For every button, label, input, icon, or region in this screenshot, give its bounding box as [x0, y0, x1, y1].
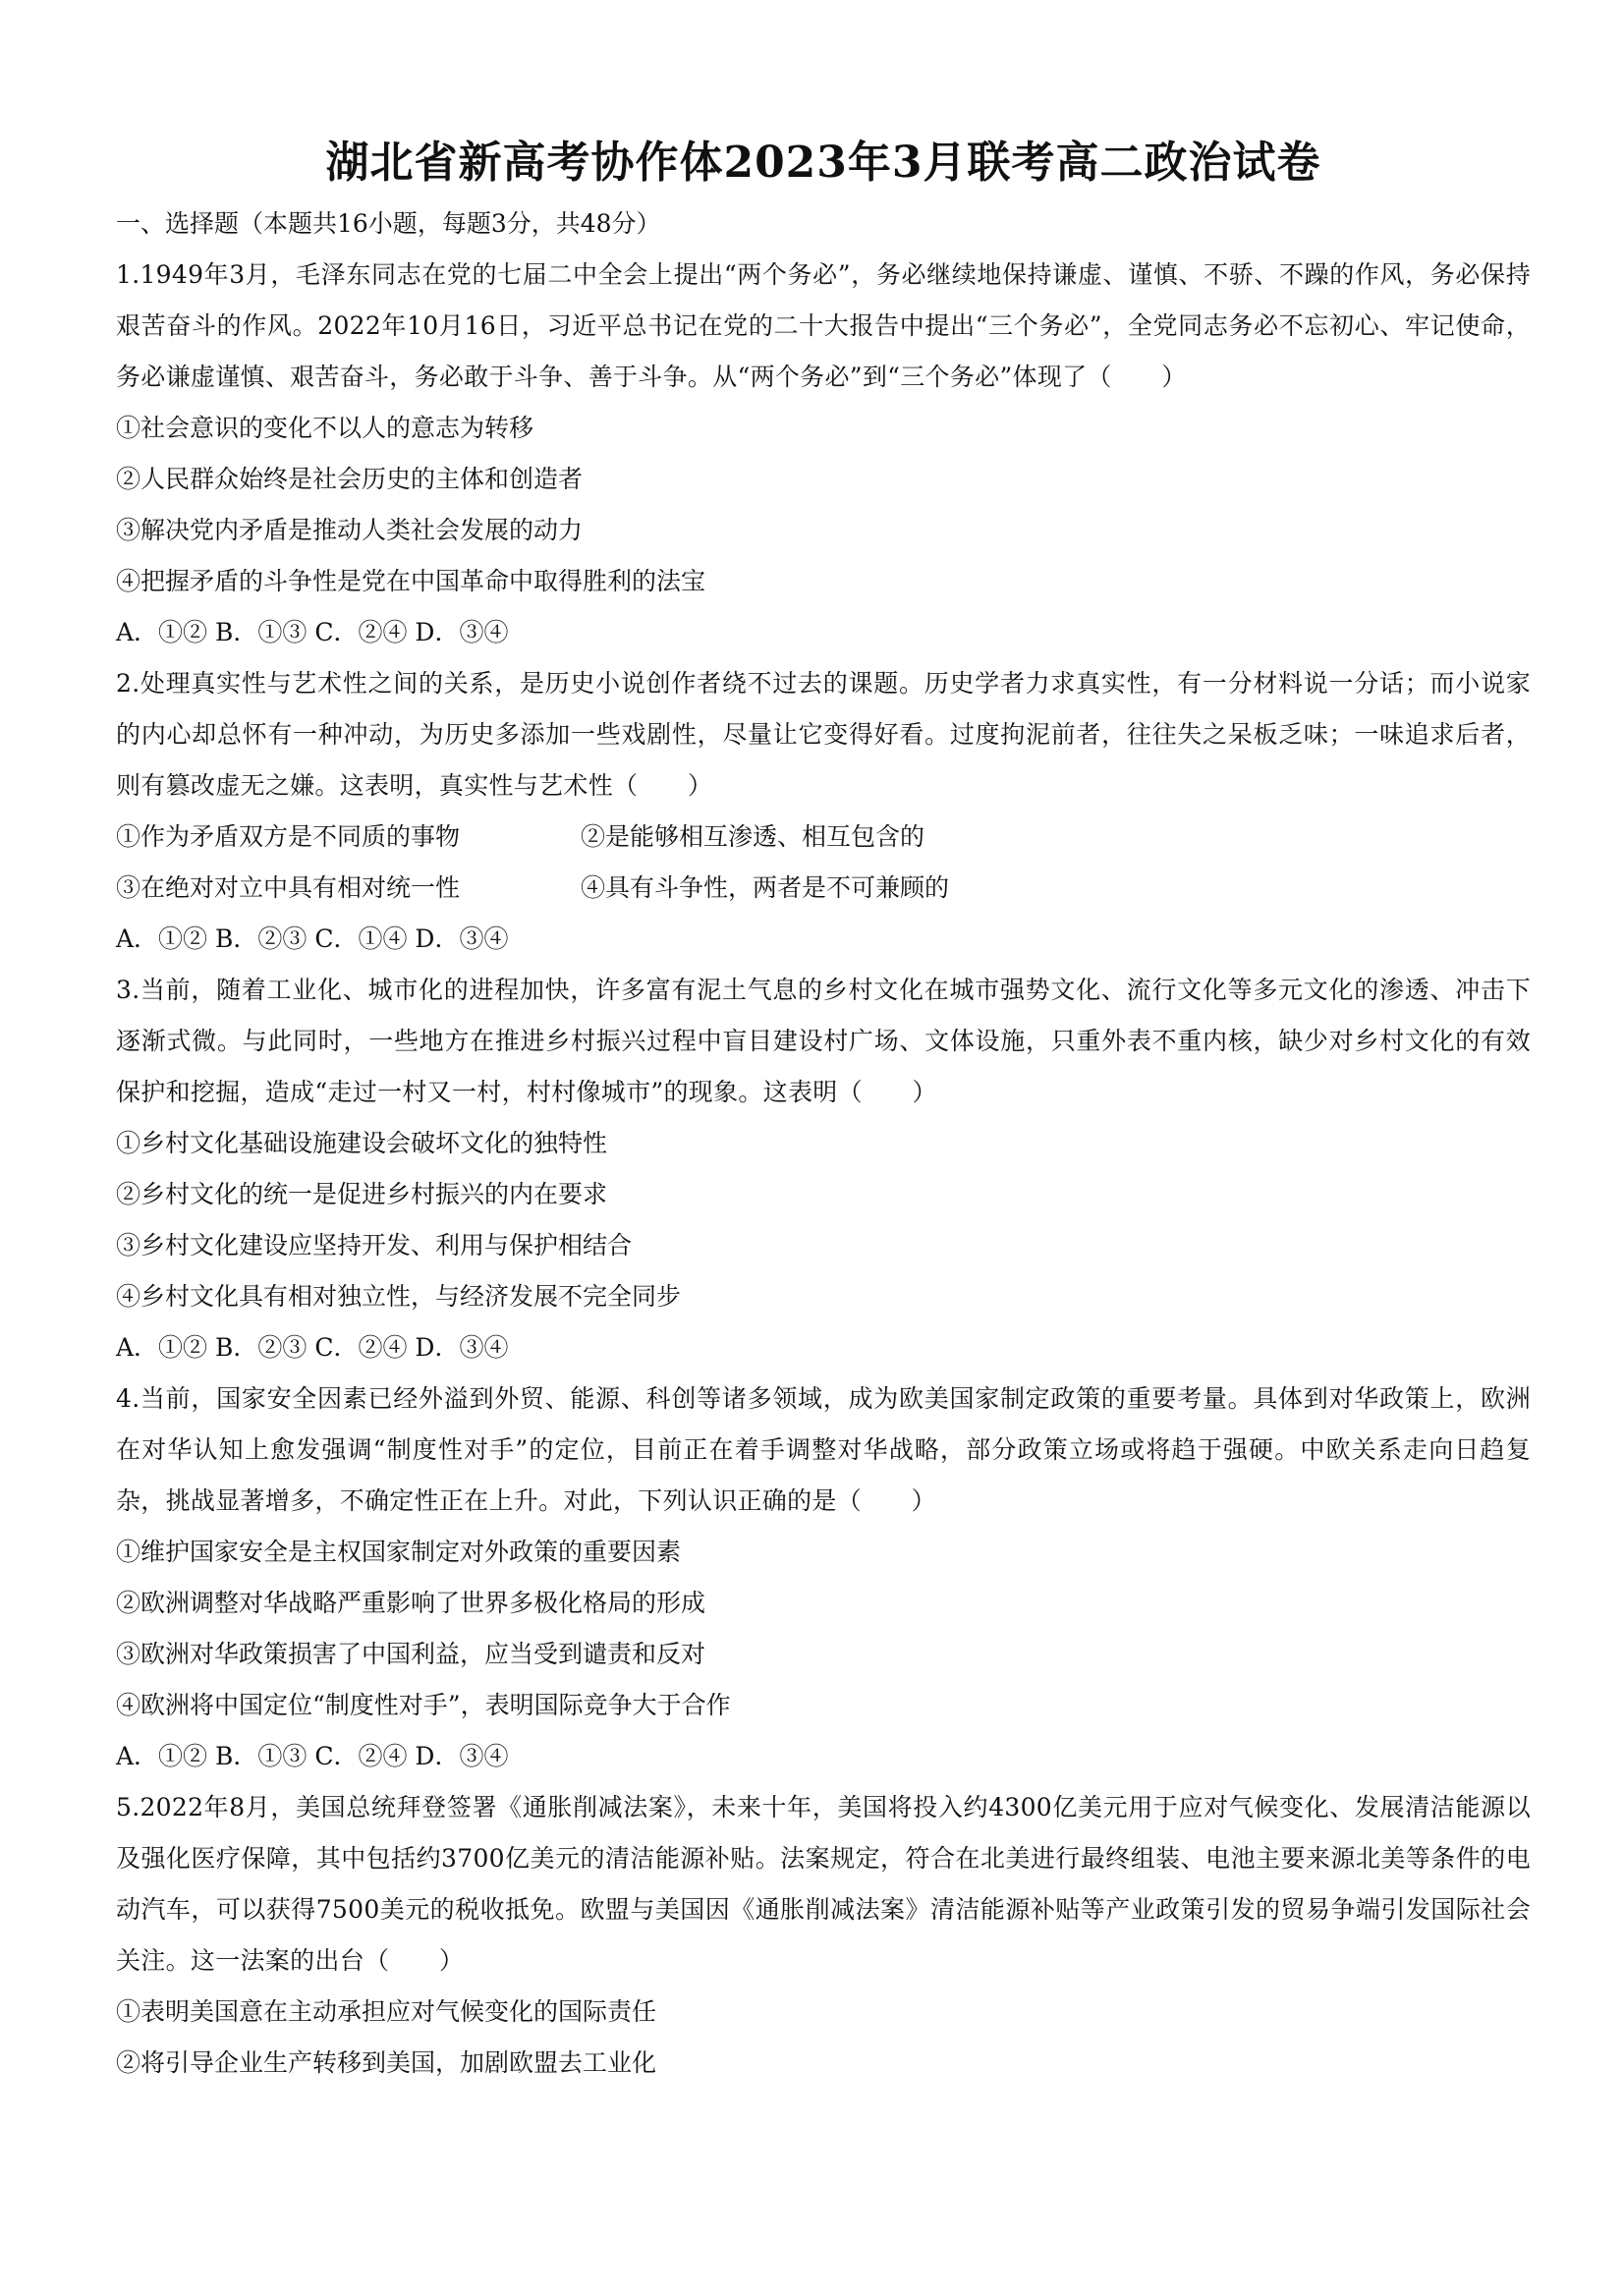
exam-title: 湖北省新高考协作体2023年3月联考高二政治试卷: [325, 138, 1321, 188]
option-4: ④具有斗争性，两者是不可兼顾的: [581, 873, 950, 902]
question-2: [116, 658, 1531, 965]
option-1: ①维护国家安全是主权国家制定对外政策的重要因素: [116, 1538, 682, 1566]
option-4: ④把握矛盾的斗争性是党在中国革命中取得胜利的法宝: [116, 567, 706, 595]
option-2: ②欧洲调整对华战略严重影响了世界多极化格局的形成: [116, 1589, 706, 1617]
option-1: ①表明美国意在主动承担应对气候变化的国际责任: [116, 1997, 657, 2026]
question-stem: 1.1949年3月，毛泽东同志在党的七届二中全会上提出“两个务必”，务必继续地保持谦虚、谨慎、不骄、不躁的作风，务必保持艰苦奋斗的作风。2022年10月16日，习近平总书记在党的二十大报告中提出“三个务必”，全党同志务必不忘初心、牢记使命，务必谦虚谨慎、艰苦奋斗，务必敢于斗争、善于斗争。从“两个务必”到“三个务必”体现了（ ）: [116, 260, 1531, 391]
answer-choices: A．①② B．②③ C．②④ D．③④: [116, 1333, 509, 1362]
option-1: ①乡村文化基础设施建设会破坏文化的独特性: [116, 1129, 608, 1157]
option-1: ①社会意识的变化不以人的意志为转移: [116, 414, 534, 442]
option-3: ③欧洲对华政策损害了中国利益，应当受到谴责和反对: [116, 1640, 706, 1668]
answer-choices: A．①② B．①③ C．②④ D．③④: [116, 1742, 509, 1770]
option-3: ③在绝对对立中具有相对统一性: [116, 873, 461, 902]
option-2: ②人民群众始终是社会历史的主体和创造者: [116, 465, 584, 493]
option-3: ③解决党内矛盾是推动人类社会发展的动力: [116, 516, 584, 544]
option-4: ④欧洲将中国定位“制度性对手”，表明国际竞争大于合作: [116, 1691, 731, 1719]
question-3: [116, 965, 1531, 1373]
option-4: ④乡村文化具有相对独立性，与经济发展不完全同步: [116, 1282, 682, 1311]
option-2: ②乡村文化的统一是促进乡村振兴的内在要求: [116, 1180, 608, 1208]
answer-choices: A．①② B．②③ C．①④ D．③④: [116, 924, 509, 953]
question-stem: 5.2022年8月，美国总统拜登签署《通胀削减法案》，未来十年，美国将投入约4300亿美元用于应对气候变化、发展清洁能源以及强化医疗保障，其中包括约3700亿美元的清洁能源补贴。法案规定，符合在北美进行最终组装、电池主要来源北美等条件的电动汽车，可以获得7500美元的税收抵免。欧盟与美国因《通胀削减法案》清洁能源补贴等产业政策引发的贸易争端引发国际社会关注。这一法案的出台（ ）: [116, 1793, 1531, 1975]
exam-page: [116, 126, 1531, 2089]
question-4: [116, 1373, 1531, 1782]
question-1: [116, 250, 1531, 658]
question-stem: 3.当前，随着工业化、城市化的进程加快，许多富有泥土气息的乡村文化在城市强势文化、流行文化等多元文化的渗透、冲击下逐渐式微。与此同时，一些地方在推进乡村振兴过程中盲目建设村广场、文体设施，只重外表不重内核，缺少对乡村文化的有效保护和挖掘，造成“走过一村又一村，村村像城市”的现象。这表明（ ）: [116, 976, 1531, 1106]
section-heading: 一、选择题（本题共16小题，每题3分，共48分）: [116, 209, 661, 238]
question-stem: 2.处理真实性与艺术性之间的关系，是历史小说创作者绕不过去的课题。历史学者力求真实性，有一分材料说一分话；而小说家的内心却总怀有一种冲动，为历史多添加一些戏剧性，尽量让它变得好看。过度拘泥前者，往往失之呆板乏味；一味追求后者，则有篡改虚无之嫌。这表明，真实性与艺术性（ ）: [116, 669, 1531, 800]
option-2: ②是能够相互渗透、相互包含的: [581, 822, 925, 851]
option-row: [116, 863, 1531, 914]
option-2: ②将引导企业生产转移到美国，加剧欧盟去工业化: [116, 2048, 657, 2077]
option-1: ①作为矛盾双方是不同质的事物: [116, 822, 461, 851]
option-row: [116, 812, 1531, 863]
answer-choices: A．①② B．①③ C．②④ D．③④: [116, 618, 509, 646]
question-5: [116, 1782, 1531, 2089]
option-3: ③乡村文化建设应坚持开发、利用与保护相结合: [116, 1231, 633, 1260]
question-stem: 4.当前，国家安全因素已经外溢到外贸、能源、科创等诸多领域，成为欧美国家制定政策的重要考量。具体到对华政策上，欧洲在对华认知上愈发强调“制度性对手”的定位，目前正在着手调整对华战略，部分政策立场或将趋于强硬。中欧关系走向日趋复杂，挑战显著增多，不确定性正在上升。对此，下列认识正确的是（ ）: [116, 1384, 1531, 1515]
